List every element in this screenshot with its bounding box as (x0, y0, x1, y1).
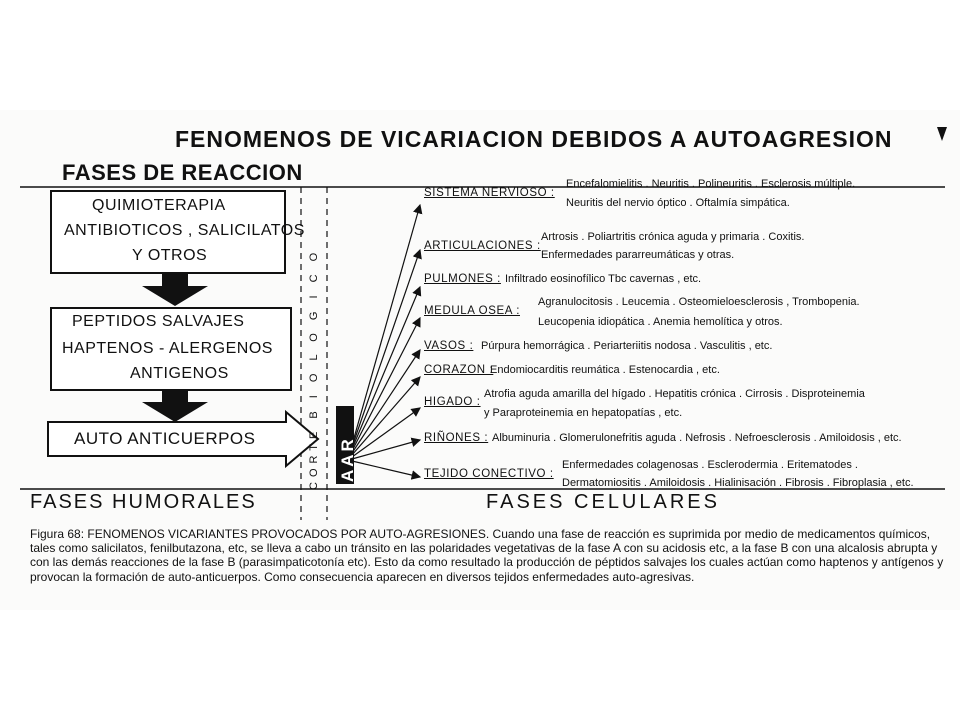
box-peptidos-line-3: ANTIGENOS (130, 365, 229, 382)
box-quimioterapia-line-3: Y OTROS (132, 247, 208, 264)
box-peptidos-line-1: PEPTIDOS SALVAJES (72, 313, 245, 330)
organ-articulaciones: ARTICULACIONES : (424, 240, 541, 252)
figure-caption: Figura 68: FENOMENOS VICARIANTES PROVOCADOS POR AUTO-AGRESIONES. Cuando una fase de reacción es suprimida por medio de medicamentos químicos, tales como salicilatos, fenilbutazona, etc, se lleva a cabo un tránsito en las polaridades vegetativas de la fase A con su acidosis etc, a la fase B con una alcalosis abrupta y con las demás reacciones de la fase B (parasimpaticotonía etc). Esto da como resultado la producción de péptidos salvajes los cuales actúan como haptenos y antígenos y provocan la formación de auto-anticuerpos. Como consecuencia aparecen en diversos tejidos enfermedades auto-agresivas. (30, 527, 944, 584)
disease-line: Encefalomielitis . Neuritis . Polineuritis . Esclerosis múltiple. (566, 178, 856, 190)
organ-vasos: VASOS : (424, 340, 474, 352)
disease-line: Albuminuria . Glomerulonefritis aguda . Nefrosis . Nefroesclerosis . Amiloidosis , etc. (492, 432, 902, 444)
disease-line: Leucopenia idiopática . Anemia hemolítica y otros. (538, 316, 783, 328)
disease-line: Púrpura hemorrágica . Periarteriitis nodosa . Vasculitis , etc. (481, 340, 773, 352)
reaction-phases-header: FASES DE REACCION (62, 160, 303, 185)
organ-sistema-nervioso: SISTEMA NERVIOSO : (424, 187, 555, 199)
disease-line: Infiltrado eosinofílico Tbc cavernas , etc. (505, 273, 702, 285)
auto-anticuerpos-label: AUTO ANTICUERPOS (74, 429, 256, 448)
diagram-title: FENOMENOS DE VICARIACION DEBIDOS A AUTOAGRESION (175, 126, 893, 152)
organ-corazon: CORAZON : (424, 364, 494, 376)
organ-rinones: RIÑONES : (424, 432, 489, 444)
down-arrow-1 (142, 272, 208, 306)
down-arrow-2 (142, 390, 208, 422)
box-quimioterapia-line-2: ANTIBIOTICOS , SALICILATOS (64, 222, 305, 239)
disease-line: Enfermedades pararreumáticas y otras. (541, 249, 735, 261)
corner-mark-icon (937, 127, 947, 141)
disease-line: Endomiocarditis reumática . Estenocardia , etc. (490, 364, 720, 376)
disease-line: Atrofia aguda amarilla del hígado . Hepatitis crónica . Cirrosis . Disproteinemia (484, 388, 865, 400)
organ-higado: HIGADO : (424, 396, 481, 408)
disease-line: Dermatomiositis . Amiloidosis . Hialinisación . Fibrosis . Fibroplasia , etc. (562, 477, 914, 489)
fases-humorales-label: FASES HUMORALES (30, 491, 257, 513)
fases-celulares-label: FASES CELULARES (486, 491, 720, 513)
organ-medula-osea: MEDULA OSEA : (424, 305, 520, 317)
corte-biologico-label: CORTE B I O L O G I C O (308, 247, 320, 490)
box-peptidos-line-2: HAPTENOS - ALERGENOS (62, 340, 273, 357)
disease-line: Agranulocitosis . Leucemia . Osteomieloesclerosis , Trombopenia. (538, 296, 860, 308)
disease-line: Neuritis del nervio óptico . Oftalmía simpática. (566, 197, 790, 209)
disease-line: Artrosis . Poliartritis crónica aguda y primaria . Coxitis. (541, 231, 805, 243)
box-quimioterapia-line-1: QUIMIOTERAPIA (92, 197, 226, 214)
disease-line: Enfermedades colagenosas . Esclerodermia . Eritematodes . (562, 459, 858, 471)
aar-label: AAR (338, 436, 357, 482)
organ-tejido-conectivo: TEJIDO CONECTIVO : (424, 468, 554, 480)
organ-pulmones: PULMONES : (424, 273, 501, 285)
disease-line: y Paraproteinemia en hepatopatías , etc. (484, 407, 683, 419)
